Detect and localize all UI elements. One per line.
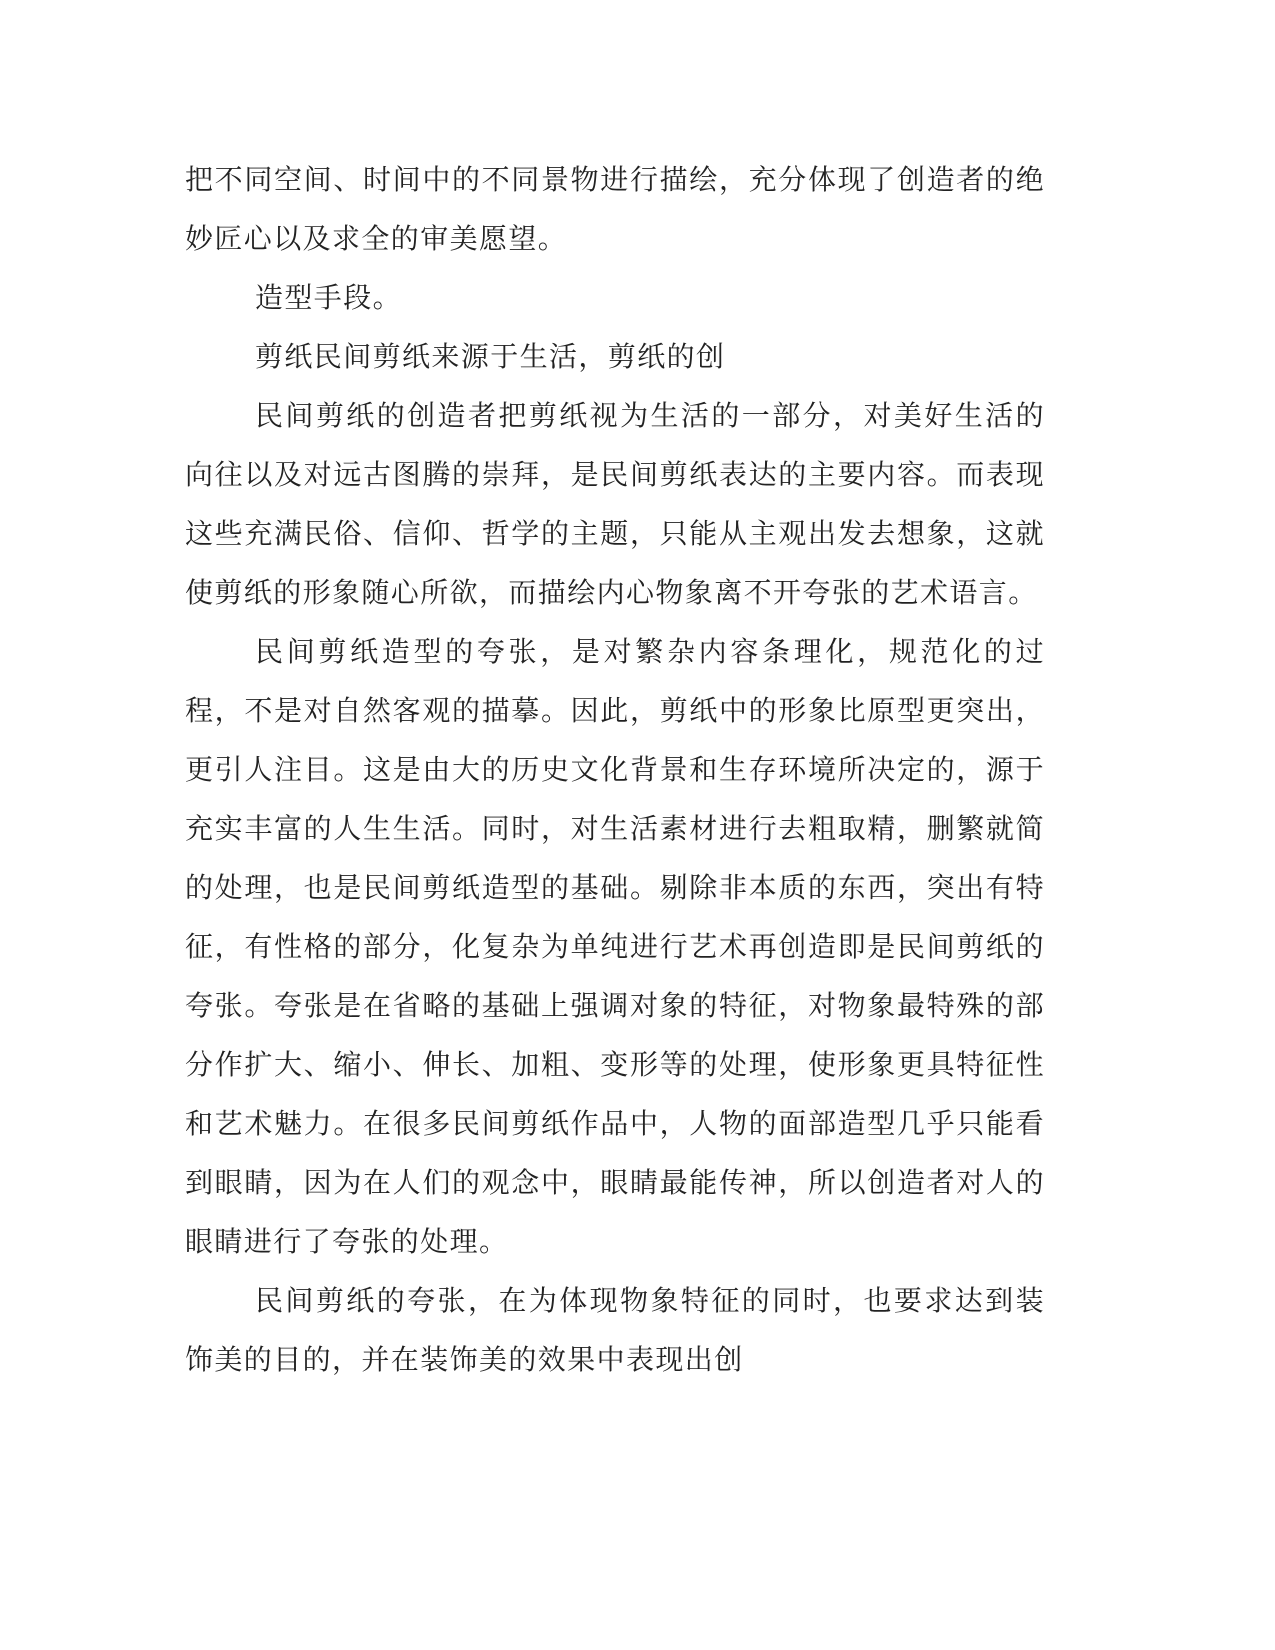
paragraph-heading-technique: 造型手段。 <box>255 281 403 314</box>
paragraph-fragment: 剪纸民间剪纸来源于生活，剪纸的创 <box>255 340 726 373</box>
paragraph-decorative: 民间剪纸的夸张，在为体现物象特征的同时，也要求达到装饰美的目的，并在装饰美的效果中表现出创 <box>185 1284 1045 1376</box>
paragraph-creators: 民间剪纸的创造者把剪纸视为生活的一部分，对美好生活的向往以及对远古图腾的崇拜，是民间剪纸表达的主要内容。而表现这些充满民俗、信仰、哲学的主题，只能从主观出发去想象，这就使剪纸的形象随心所欲，而描绘内心物象离不开夸张的艺术语言。 <box>185 399 1045 609</box>
paragraph-exaggeration: 民间剪纸造型的夸张，是对繁杂内容条理化，规范化的过程，不是对自然客观的描摹。因此，剪纸中的形象比原型更突出，更引人注目。这是由大的历史文化背景和生存环境所决定的，源于充实丰富的人生生活。同时，对生活素材进行去粗取精，删繁就简的处理，也是民间剪纸造型的基础。剔除非本质的东西，突出有特征，有性格的部分，化复杂为单纯进行艺术再创造即是民间剪纸的夸张。夸张是在省略的基础上强调对象的特征，对物象最特殊的部分作扩大、缩小、伸长、加粗、变形等的处理，使形象更具特征性和艺术魅力。在很多民间剪纸作品中，人物的面部造型几乎只能看到眼睛，因为在人们的观念中，眼睛最能传神，所以创造者对人的眼睛进行了夸张的处理。 <box>185 635 1045 1258</box>
document-body <box>185 150 1045 1389</box>
paragraph-continuation: 把不同空间、时间中的不同景物进行描绘，充分体现了创造者的绝妙匠心以及求全的审美愿望。 <box>185 163 1045 255</box>
